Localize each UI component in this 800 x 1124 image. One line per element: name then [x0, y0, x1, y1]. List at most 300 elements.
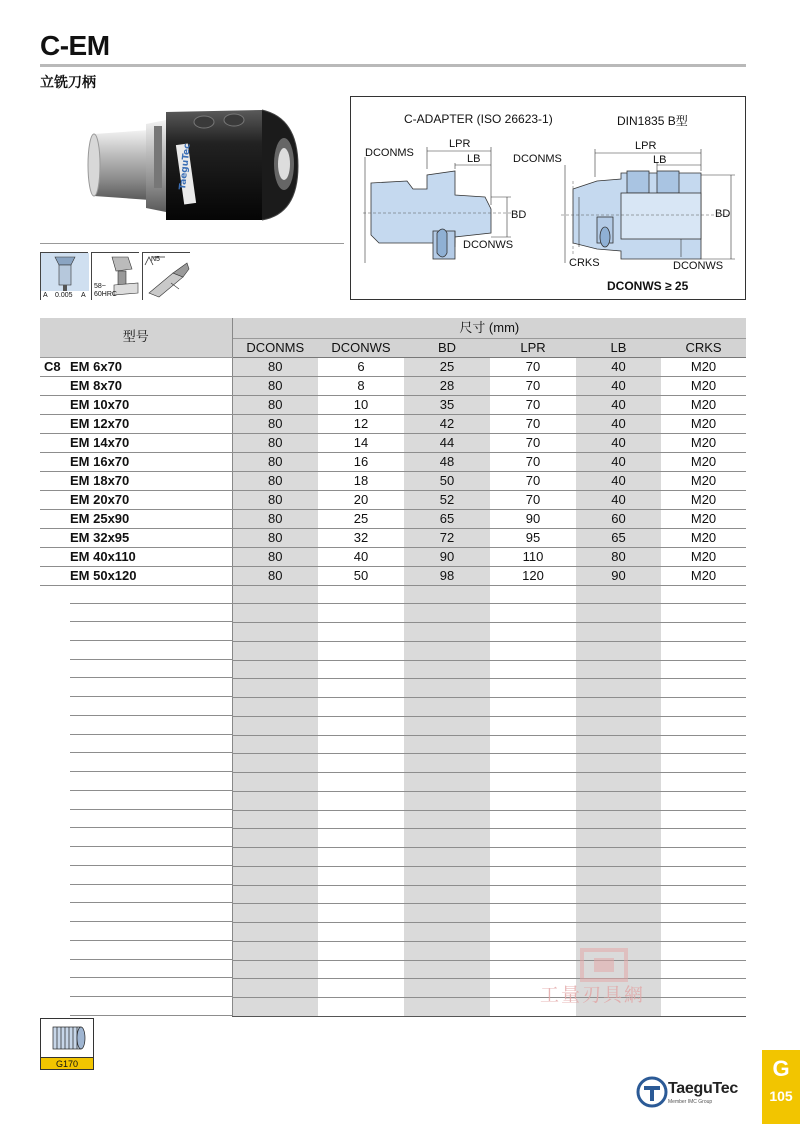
empty-value-cell [576, 735, 661, 754]
section-tab [762, 1050, 800, 1124]
value-cell: 80 [232, 566, 318, 585]
table-row [40, 376, 746, 395]
accessory-g170 [40, 1018, 94, 1070]
empty-value-cell [404, 698, 490, 717]
value-cell: 90 [404, 547, 490, 566]
model-name: EM 20x70 [70, 491, 130, 507]
empty-value-cell [576, 885, 661, 904]
value-cell: M20 [661, 433, 746, 452]
empty-value-cell [661, 923, 746, 942]
empty-value-cell [661, 735, 746, 754]
empty-row [40, 810, 746, 829]
empty-row [40, 773, 746, 792]
page-title: C-EM [40, 30, 110, 61]
empty-value-cell [318, 904, 404, 923]
value-cell: M20 [661, 490, 746, 509]
title-divider [40, 64, 746, 67]
empty-value-cell [661, 979, 746, 998]
label-dconws-right: DCONWS [673, 260, 724, 272]
label-dconws-left: DCONWS [463, 239, 514, 251]
value-cell: 50 [318, 566, 404, 585]
empty-value-cell [232, 923, 318, 942]
table-row [40, 452, 746, 471]
empty-value-cell [576, 754, 661, 773]
model-cell [40, 547, 232, 566]
table-row [40, 471, 746, 490]
empty-value-cell [404, 585, 490, 604]
empty-value-cell [661, 885, 746, 904]
hardness-label-2: 60HRC [94, 291, 117, 298]
empty-value-cell [232, 660, 318, 679]
value-cell: 70 [490, 490, 576, 509]
value-cell: 25 [404, 357, 490, 376]
empty-value-cell [232, 735, 318, 754]
model-name: EM 32x95 [70, 529, 130, 545]
value-cell: 80 [232, 452, 318, 471]
value-cell: 65 [576, 528, 661, 547]
hardness-icon [91, 252, 139, 300]
page-subtitle: 立铣刀柄 [40, 74, 96, 90]
model-name: EM 12x70 [70, 415, 130, 431]
empty-model-cell [40, 848, 232, 867]
value-cell: 90 [490, 509, 576, 528]
empty-value-cell [576, 660, 661, 679]
model-cell [40, 376, 232, 395]
empty-model-cell [40, 998, 232, 1017]
empty-value-cell [490, 810, 576, 829]
empty-value-cell [404, 923, 490, 942]
empty-value-cell [232, 829, 318, 848]
value-cell: 70 [490, 452, 576, 471]
value-cell: 40 [576, 452, 661, 471]
empty-value-cell [318, 960, 404, 979]
empty-value-cell [490, 679, 576, 698]
empty-row [40, 791, 746, 810]
feature-icons [40, 252, 190, 300]
empty-value-cell [318, 679, 404, 698]
empty-value-cell [232, 773, 318, 792]
empty-row [40, 716, 746, 735]
value-cell: 80 [232, 509, 318, 528]
photo-divider [40, 243, 344, 244]
label-lb-right: LB [653, 154, 667, 166]
table-row [40, 490, 746, 509]
value-cell: 32 [318, 528, 404, 547]
empty-model-cell [40, 641, 232, 660]
empty-value-cell [661, 585, 746, 604]
value-cell: 80 [232, 547, 318, 566]
empty-value-cell [576, 810, 661, 829]
value-cell: 16 [318, 452, 404, 471]
empty-value-cell [661, 773, 746, 792]
empty-value-cell [404, 679, 490, 698]
empty-value-cell [661, 641, 746, 660]
model-cell [40, 490, 232, 509]
label-crks-right: CRKS [569, 257, 600, 269]
value-cell: 65 [404, 509, 490, 528]
model-cell [40, 357, 232, 376]
value-cell: 35 [404, 395, 490, 414]
diagram-right-title: DIN1835 B型 [617, 114, 688, 128]
empty-model-cell [40, 866, 232, 885]
empty-row [40, 754, 746, 773]
empty-row [40, 623, 746, 642]
model-name: EM 40x110 [70, 548, 136, 564]
value-cell: 80 [232, 528, 318, 547]
empty-value-cell [576, 773, 661, 792]
empty-value-cell [318, 604, 404, 623]
value-cell: M20 [661, 414, 746, 433]
empty-value-cell [490, 885, 576, 904]
empty-value-cell [232, 979, 318, 998]
empty-value-cell [318, 979, 404, 998]
col-header-crks: CRKS [661, 338, 746, 357]
model-name: EM 8x70 [70, 377, 123, 393]
empty-value-cell [232, 960, 318, 979]
empty-value-cell [576, 641, 661, 660]
set-screw-icon [41, 1019, 93, 1057]
empty-value-cell [661, 754, 746, 773]
section-letter: G [772, 1056, 790, 1081]
value-cell: 80 [232, 433, 318, 452]
empty-model-cell [40, 923, 232, 942]
empty-value-cell [490, 866, 576, 885]
empty-value-cell [318, 941, 404, 960]
value-cell: 70 [490, 376, 576, 395]
empty-value-cell [232, 604, 318, 623]
empty-value-cell [576, 698, 661, 717]
surface-finish-icon [142, 252, 190, 300]
value-cell: 40 [576, 357, 661, 376]
empty-value-cell [232, 698, 318, 717]
label-dconms-left: DCONMS [365, 147, 414, 159]
empty-model-cell [40, 904, 232, 923]
empty-row [40, 660, 746, 679]
table-row [40, 395, 746, 414]
value-cell: 48 [404, 452, 490, 471]
empty-row [40, 735, 746, 754]
empty-value-cell [404, 810, 490, 829]
dimension-diagram [350, 96, 746, 300]
empty-row [40, 679, 746, 698]
model-name: EM 6x70 [70, 358, 123, 374]
empty-value-cell [576, 923, 661, 942]
empty-value-cell [661, 660, 746, 679]
empty-value-cell [576, 866, 661, 885]
value-cell: 110 [490, 547, 576, 566]
empty-model-cell [40, 791, 232, 810]
empty-model-cell [40, 885, 232, 904]
watermark-text: 工量刃具網 [540, 985, 646, 1006]
empty-value-cell [490, 904, 576, 923]
empty-value-cell [661, 604, 746, 623]
model-name: EM 50x120 [70, 567, 137, 583]
empty-value-cell [490, 754, 576, 773]
empty-value-cell [661, 960, 746, 979]
value-cell: 28 [404, 376, 490, 395]
label-lb-left: LB [467, 153, 481, 165]
empty-value-cell [318, 698, 404, 717]
table-row [40, 414, 746, 433]
model-name: EM 16x70 [70, 453, 130, 469]
col-header-lb: LB [576, 338, 661, 357]
model-cell [40, 566, 232, 585]
empty-value-cell [404, 829, 490, 848]
empty-model-cell [40, 979, 232, 998]
empty-value-cell [661, 941, 746, 960]
empty-row [40, 904, 746, 923]
empty-value-cell [318, 885, 404, 904]
empty-value-cell [232, 941, 318, 960]
table-row [40, 433, 746, 452]
model-cell [40, 395, 232, 414]
value-cell: 60 [576, 509, 661, 528]
empty-value-cell [576, 623, 661, 642]
empty-value-cell [318, 660, 404, 679]
value-cell: 72 [404, 528, 490, 547]
empty-value-cell [576, 829, 661, 848]
value-cell: 40 [576, 471, 661, 490]
empty-value-cell [232, 866, 318, 885]
empty-value-cell [404, 979, 490, 998]
col-header-dconms: DCONMS [232, 338, 318, 357]
empty-model-cell [40, 754, 232, 773]
brand-name: TaeguTec [668, 1080, 738, 1097]
empty-model-cell [40, 960, 232, 979]
empty-value-cell [318, 735, 404, 754]
empty-value-cell [661, 866, 746, 885]
table-row [40, 357, 746, 376]
empty-model-cell [40, 679, 232, 698]
empty-model-cell [40, 604, 232, 623]
empty-value-cell [318, 585, 404, 604]
empty-row [40, 698, 746, 717]
model-cell [40, 414, 232, 433]
value-cell: 40 [318, 547, 404, 566]
tolerance-label-datum: A [81, 292, 86, 299]
col-header-bd: BD [404, 338, 490, 357]
model-cell [40, 433, 232, 452]
empty-model-cell [40, 735, 232, 754]
empty-value-cell [490, 585, 576, 604]
diagram-left-title: C-ADAPTER (ISO 26623-1) [404, 112, 553, 126]
value-cell: 70 [490, 433, 576, 452]
tolerance-icon [40, 252, 88, 300]
table-row [40, 528, 746, 547]
empty-value-cell [232, 754, 318, 773]
model-name: EM 25x90 [70, 510, 130, 526]
empty-value-cell [661, 810, 746, 829]
empty-row [40, 641, 746, 660]
empty-value-cell [404, 848, 490, 867]
empty-value-cell [404, 960, 490, 979]
col-header-lpr: LPR [490, 338, 576, 357]
value-cell: 80 [576, 547, 661, 566]
empty-value-cell [232, 904, 318, 923]
empty-value-cell [404, 904, 490, 923]
empty-model-cell [40, 829, 232, 848]
empty-value-cell [318, 810, 404, 829]
model-name: EM 10x70 [70, 396, 130, 412]
toolholder-photo [84, 104, 310, 224]
empty-value-cell [576, 585, 661, 604]
empty-value-cell [318, 754, 404, 773]
value-cell: 80 [232, 357, 318, 376]
empty-value-cell [661, 848, 746, 867]
value-cell: 80 [232, 490, 318, 509]
value-cell: 70 [490, 414, 576, 433]
empty-value-cell [490, 604, 576, 623]
empty-value-cell [490, 623, 576, 642]
label-bd-left: BD [511, 209, 527, 221]
empty-value-cell [318, 623, 404, 642]
empty-value-cell [404, 604, 490, 623]
empty-value-cell [404, 641, 490, 660]
empty-value-cell [404, 716, 490, 735]
value-cell: 90 [576, 566, 661, 585]
table-row [40, 509, 746, 528]
model-name: EM 18x70 [70, 472, 130, 488]
empty-value-cell [318, 829, 404, 848]
value-cell: 42 [404, 414, 490, 433]
model-name: EM 14x70 [70, 434, 130, 450]
empty-row [40, 866, 746, 885]
value-cell: 70 [490, 395, 576, 414]
value-cell: 25 [318, 509, 404, 528]
empty-value-cell [661, 904, 746, 923]
tolerance-label-a: A [43, 292, 48, 299]
empty-value-cell [661, 698, 746, 717]
empty-value-cell [232, 585, 318, 604]
accessory-label: G170 [41, 1057, 93, 1069]
empty-value-cell [232, 885, 318, 904]
empty-value-cell [576, 791, 661, 810]
empty-value-cell [318, 773, 404, 792]
empty-value-cell [404, 885, 490, 904]
value-cell: 98 [404, 566, 490, 585]
empty-value-cell [318, 866, 404, 885]
empty-model-cell [40, 941, 232, 960]
empty-value-cell [576, 848, 661, 867]
empty-value-cell [576, 604, 661, 623]
empty-value-cell [404, 754, 490, 773]
empty-value-cell [661, 716, 746, 735]
value-cell: 8 [318, 376, 404, 395]
table-row [40, 547, 746, 566]
empty-value-cell [232, 791, 318, 810]
empty-value-cell [404, 735, 490, 754]
empty-value-cell [404, 998, 490, 1017]
empty-model-cell [40, 773, 232, 792]
hardness-label-1: 58~ [94, 283, 106, 290]
empty-value-cell [232, 716, 318, 735]
empty-row [40, 604, 746, 623]
brand-subtext: Member IMC Group [668, 1099, 713, 1105]
empty-value-cell [576, 716, 661, 735]
svg-text:TaeguTec: TaeguTec [178, 143, 193, 191]
empty-value-cell [490, 848, 576, 867]
value-cell: 10 [318, 395, 404, 414]
value-cell: 120 [490, 566, 576, 585]
empty-model-cell [40, 660, 232, 679]
empty-value-cell [318, 998, 404, 1017]
empty-value-cell [490, 923, 576, 942]
value-cell: M20 [661, 509, 746, 528]
empty-value-cell [232, 623, 318, 642]
value-cell: 70 [490, 471, 576, 490]
empty-value-cell [661, 623, 746, 642]
empty-value-cell [318, 716, 404, 735]
model-column-header: 型号 [40, 318, 232, 357]
value-cell: 80 [232, 395, 318, 414]
page-number: 105 [769, 1088, 793, 1104]
empty-value-cell [232, 848, 318, 867]
value-cell: 40 [576, 414, 661, 433]
empty-row [40, 848, 746, 867]
empty-value-cell [661, 829, 746, 848]
value-cell: 44 [404, 433, 490, 452]
spec-table [40, 318, 746, 1017]
value-cell: M20 [661, 395, 746, 414]
value-cell: M20 [661, 528, 746, 547]
value-cell: 20 [318, 490, 404, 509]
empty-value-cell [404, 791, 490, 810]
label-dconms-right: DCONMS [513, 153, 562, 165]
value-cell: 70 [490, 357, 576, 376]
empty-model-cell [40, 623, 232, 642]
value-cell: 12 [318, 414, 404, 433]
value-cell: 40 [576, 395, 661, 414]
empty-row [40, 923, 746, 942]
value-cell: 95 [490, 528, 576, 547]
model-cell [40, 471, 232, 490]
empty-value-cell [490, 829, 576, 848]
empty-value-cell [576, 679, 661, 698]
model-cell [40, 528, 232, 547]
empty-value-cell [404, 660, 490, 679]
tolerance-label-value: 0.005 [55, 292, 73, 299]
empty-value-cell [318, 848, 404, 867]
empty-value-cell [576, 904, 661, 923]
value-cell: M20 [661, 566, 746, 585]
value-cell: 6 [318, 357, 404, 376]
empty-value-cell [661, 998, 746, 1017]
label-bd-right: BD [715, 208, 731, 220]
surface-finish-label: N5 [151, 256, 160, 263]
label-lpr-left: LPR [449, 138, 471, 150]
empty-value-cell [232, 998, 318, 1017]
empty-value-cell [404, 866, 490, 885]
value-cell: M20 [661, 376, 746, 395]
empty-value-cell [490, 641, 576, 660]
empty-value-cell [490, 735, 576, 754]
value-cell: M20 [661, 357, 746, 376]
empty-value-cell [490, 716, 576, 735]
value-cell: M20 [661, 547, 746, 566]
value-cell: M20 [661, 452, 746, 471]
empty-value-cell [404, 773, 490, 792]
empty-model-cell [40, 585, 232, 604]
value-cell: 50 [404, 471, 490, 490]
value-cell: 80 [232, 414, 318, 433]
value-cell: 52 [404, 490, 490, 509]
dimension-group-header: 尺寸 (mm) [232, 318, 746, 338]
empty-model-cell [40, 716, 232, 735]
empty-row [40, 585, 746, 604]
empty-model-cell [40, 810, 232, 829]
table-row [40, 566, 746, 585]
diagram-note: DCONWS ≥ 25 [607, 279, 689, 293]
